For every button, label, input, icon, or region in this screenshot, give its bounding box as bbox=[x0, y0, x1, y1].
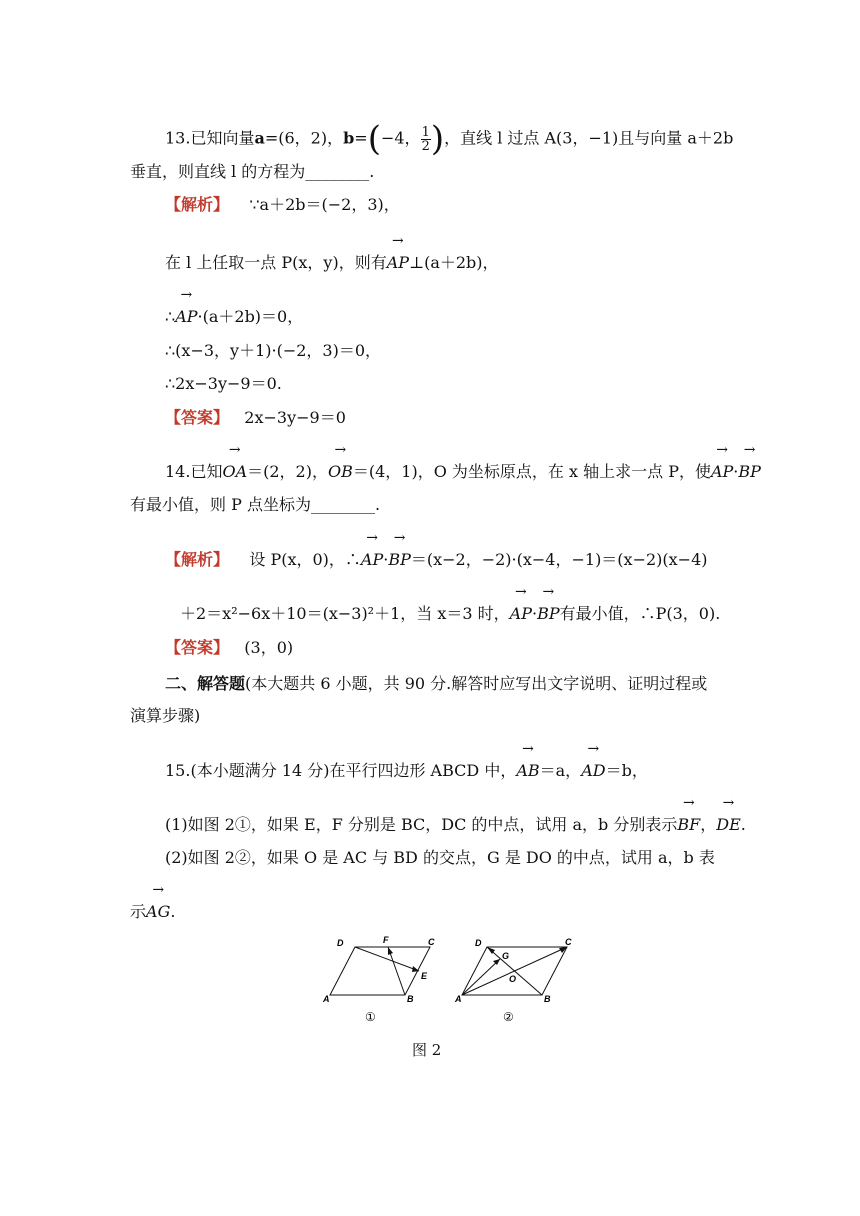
answer-label: 【答案】 bbox=[165, 408, 230, 427]
vector-ap: → AP bbox=[175, 307, 197, 326]
q14-line1 bbox=[165, 462, 761, 481]
q13-solution-line5: ∴2x−3y−9＝0. bbox=[165, 374, 282, 393]
vector-oa: → OA bbox=[222, 462, 247, 481]
q15-line1 bbox=[165, 761, 648, 780]
q15-text: ＝b， bbox=[605, 761, 648, 780]
q14-text: 14.已知 bbox=[165, 462, 223, 481]
fig1-label-f: F bbox=[383, 935, 389, 945]
vector-ab: → AB bbox=[516, 761, 539, 780]
figure-2 bbox=[310, 935, 600, 1030]
fig2-number: ② bbox=[503, 1010, 514, 1024]
q13-text-2: ，直线 l 过点 A(3，−1)且与向量 a＋2b bbox=[444, 128, 734, 148]
fig1-label-b: B bbox=[407, 994, 414, 1004]
solution-text: 有最小值，∴P(3，0). bbox=[559, 604, 721, 623]
solution-text: 在 l 上任取一点 P(x，y)，则有 bbox=[165, 253, 387, 272]
fig2-label-g: G bbox=[502, 951, 510, 961]
answer-value: 2x−3y−9＝0 bbox=[244, 408, 346, 427]
solution-text: ＋2＝x²−6x＋10＝(x−3)²＋1，当 x＝3 时， bbox=[180, 604, 510, 623]
fig2-label-o: O bbox=[509, 974, 517, 984]
vector-ap: → AP bbox=[510, 604, 532, 623]
vector-bp: → BP bbox=[738, 462, 761, 481]
q14-solution-line1 bbox=[165, 550, 708, 569]
period: . bbox=[740, 815, 746, 834]
q13-b-x: −4 bbox=[380, 128, 405, 148]
answer-label: 【答案】 bbox=[165, 638, 230, 657]
vector-b: b bbox=[343, 128, 355, 148]
separator: ， bbox=[700, 815, 717, 834]
q13-line1 bbox=[165, 119, 734, 159]
q13-solution-line3 bbox=[165, 307, 303, 326]
vector-ag: → AG bbox=[146, 902, 170, 921]
q13-solution-line2 bbox=[165, 253, 499, 272]
q13-solution-line1 bbox=[165, 195, 400, 214]
fig2-label-b: B bbox=[544, 994, 551, 1004]
q15-text: 15.(本小题满分 14 分)在平行四边形 ABCD 中， bbox=[165, 761, 517, 780]
q14-line2: 有最小值，则 P 点坐标为________. bbox=[130, 495, 381, 514]
q13-b-sep: ， bbox=[404, 128, 421, 148]
solution-label: 【解析】 bbox=[165, 195, 230, 214]
period: . bbox=[170, 902, 176, 921]
figure-2-parallelogram bbox=[462, 947, 567, 995]
fig2-label-d: D bbox=[475, 938, 482, 948]
therefore-symbol: ∴ bbox=[165, 307, 176, 326]
dot-operator: · bbox=[383, 550, 389, 569]
q14-text: ＝(4，1)，O 为坐标原点，在 x 轴上求一点 P，使 bbox=[352, 462, 711, 481]
q14-answer bbox=[165, 638, 293, 657]
solution-label: 【解析】 bbox=[165, 550, 230, 569]
frac-denominator: 2 bbox=[421, 138, 430, 154]
q13-a-value: =(6，2)， bbox=[264, 128, 344, 148]
solution-text: ·(a＋2b)＝0， bbox=[197, 307, 304, 326]
figure-1-parallelogram bbox=[330, 947, 430, 995]
dot-operator: · bbox=[531, 604, 538, 623]
q13-line2: 垂直，则直线 l 的方程为________. bbox=[130, 162, 375, 181]
fig1-label-e: E bbox=[421, 971, 428, 981]
solution-text: ＝(x−2，−2)·(x−4，−1)＝(x−2)(x−4) bbox=[410, 550, 708, 569]
q14-text: ＝(2，2)， bbox=[247, 462, 328, 481]
q13-solution-line4: ∴(x−3，y＋1)·(−2，3)＝0， bbox=[165, 341, 382, 360]
q13-text: 13.已知向量 bbox=[165, 128, 255, 148]
q15-text: 示 bbox=[130, 902, 147, 921]
fraction-half bbox=[421, 126, 431, 153]
vector-ob: → OB bbox=[328, 462, 353, 481]
vector-bp: → BP bbox=[537, 604, 560, 623]
vector-a: a bbox=[254, 128, 265, 148]
q15-text: ＝a， bbox=[539, 761, 582, 780]
section2-line2: 演算步骤) bbox=[130, 706, 201, 725]
q15-part2-line1: (2)如图 2②，如果 O 是 AC 与 BD 的交点，G 是 DO 的中点，试用 a，b 表 bbox=[165, 848, 715, 867]
frac-numerator: 1 bbox=[421, 124, 430, 140]
section2-line1 bbox=[165, 674, 707, 693]
q15-part1 bbox=[165, 815, 746, 834]
fig1-label-a: A bbox=[323, 994, 330, 1004]
q15-text: (1)如图 2①，如果 E，F 分别是 BC，DC 的中点，试用 a，b 分别表示 bbox=[165, 815, 678, 834]
solution-text: ⊥(a＋2b)， bbox=[409, 253, 499, 272]
vector-ap: → AP bbox=[711, 462, 733, 481]
right-paren: ) bbox=[430, 119, 445, 159]
fig2-label-c: C bbox=[565, 937, 572, 947]
section-heading: 二、解答题 bbox=[165, 674, 246, 693]
vector-ad: → AD bbox=[581, 761, 605, 780]
q15-part2-line2 bbox=[130, 902, 175, 921]
dot-operator: · bbox=[733, 462, 739, 481]
solution-text: ∵a＋2b＝(−2，3)， bbox=[249, 195, 400, 214]
vector-bp: → BP bbox=[388, 550, 411, 569]
vector-ap: → AP bbox=[361, 550, 383, 569]
vector-ap: → AP bbox=[387, 253, 409, 272]
vector-bf: → BF bbox=[677, 815, 700, 834]
left-paren: ( bbox=[367, 119, 381, 159]
fig1-label-d: D bbox=[337, 938, 344, 948]
vector-de: → DE bbox=[716, 815, 741, 834]
q14-solution-line2 bbox=[180, 604, 720, 623]
fig2-label-a: A bbox=[455, 994, 462, 1004]
solution-text: 设 P(x，0)，∴ bbox=[249, 550, 361, 569]
q13-answer bbox=[165, 408, 346, 427]
figure-caption: 图 2 bbox=[412, 1041, 442, 1059]
fig1-number: ① bbox=[365, 1010, 376, 1024]
answer-value: (3，0) bbox=[244, 638, 294, 657]
section-text: (本大题共 6 小题，共 90 分.解答时应写出文字说明、证明过程或 bbox=[245, 674, 708, 693]
q13-b-eq: = bbox=[354, 128, 368, 148]
fig1-label-c: C bbox=[428, 937, 435, 947]
